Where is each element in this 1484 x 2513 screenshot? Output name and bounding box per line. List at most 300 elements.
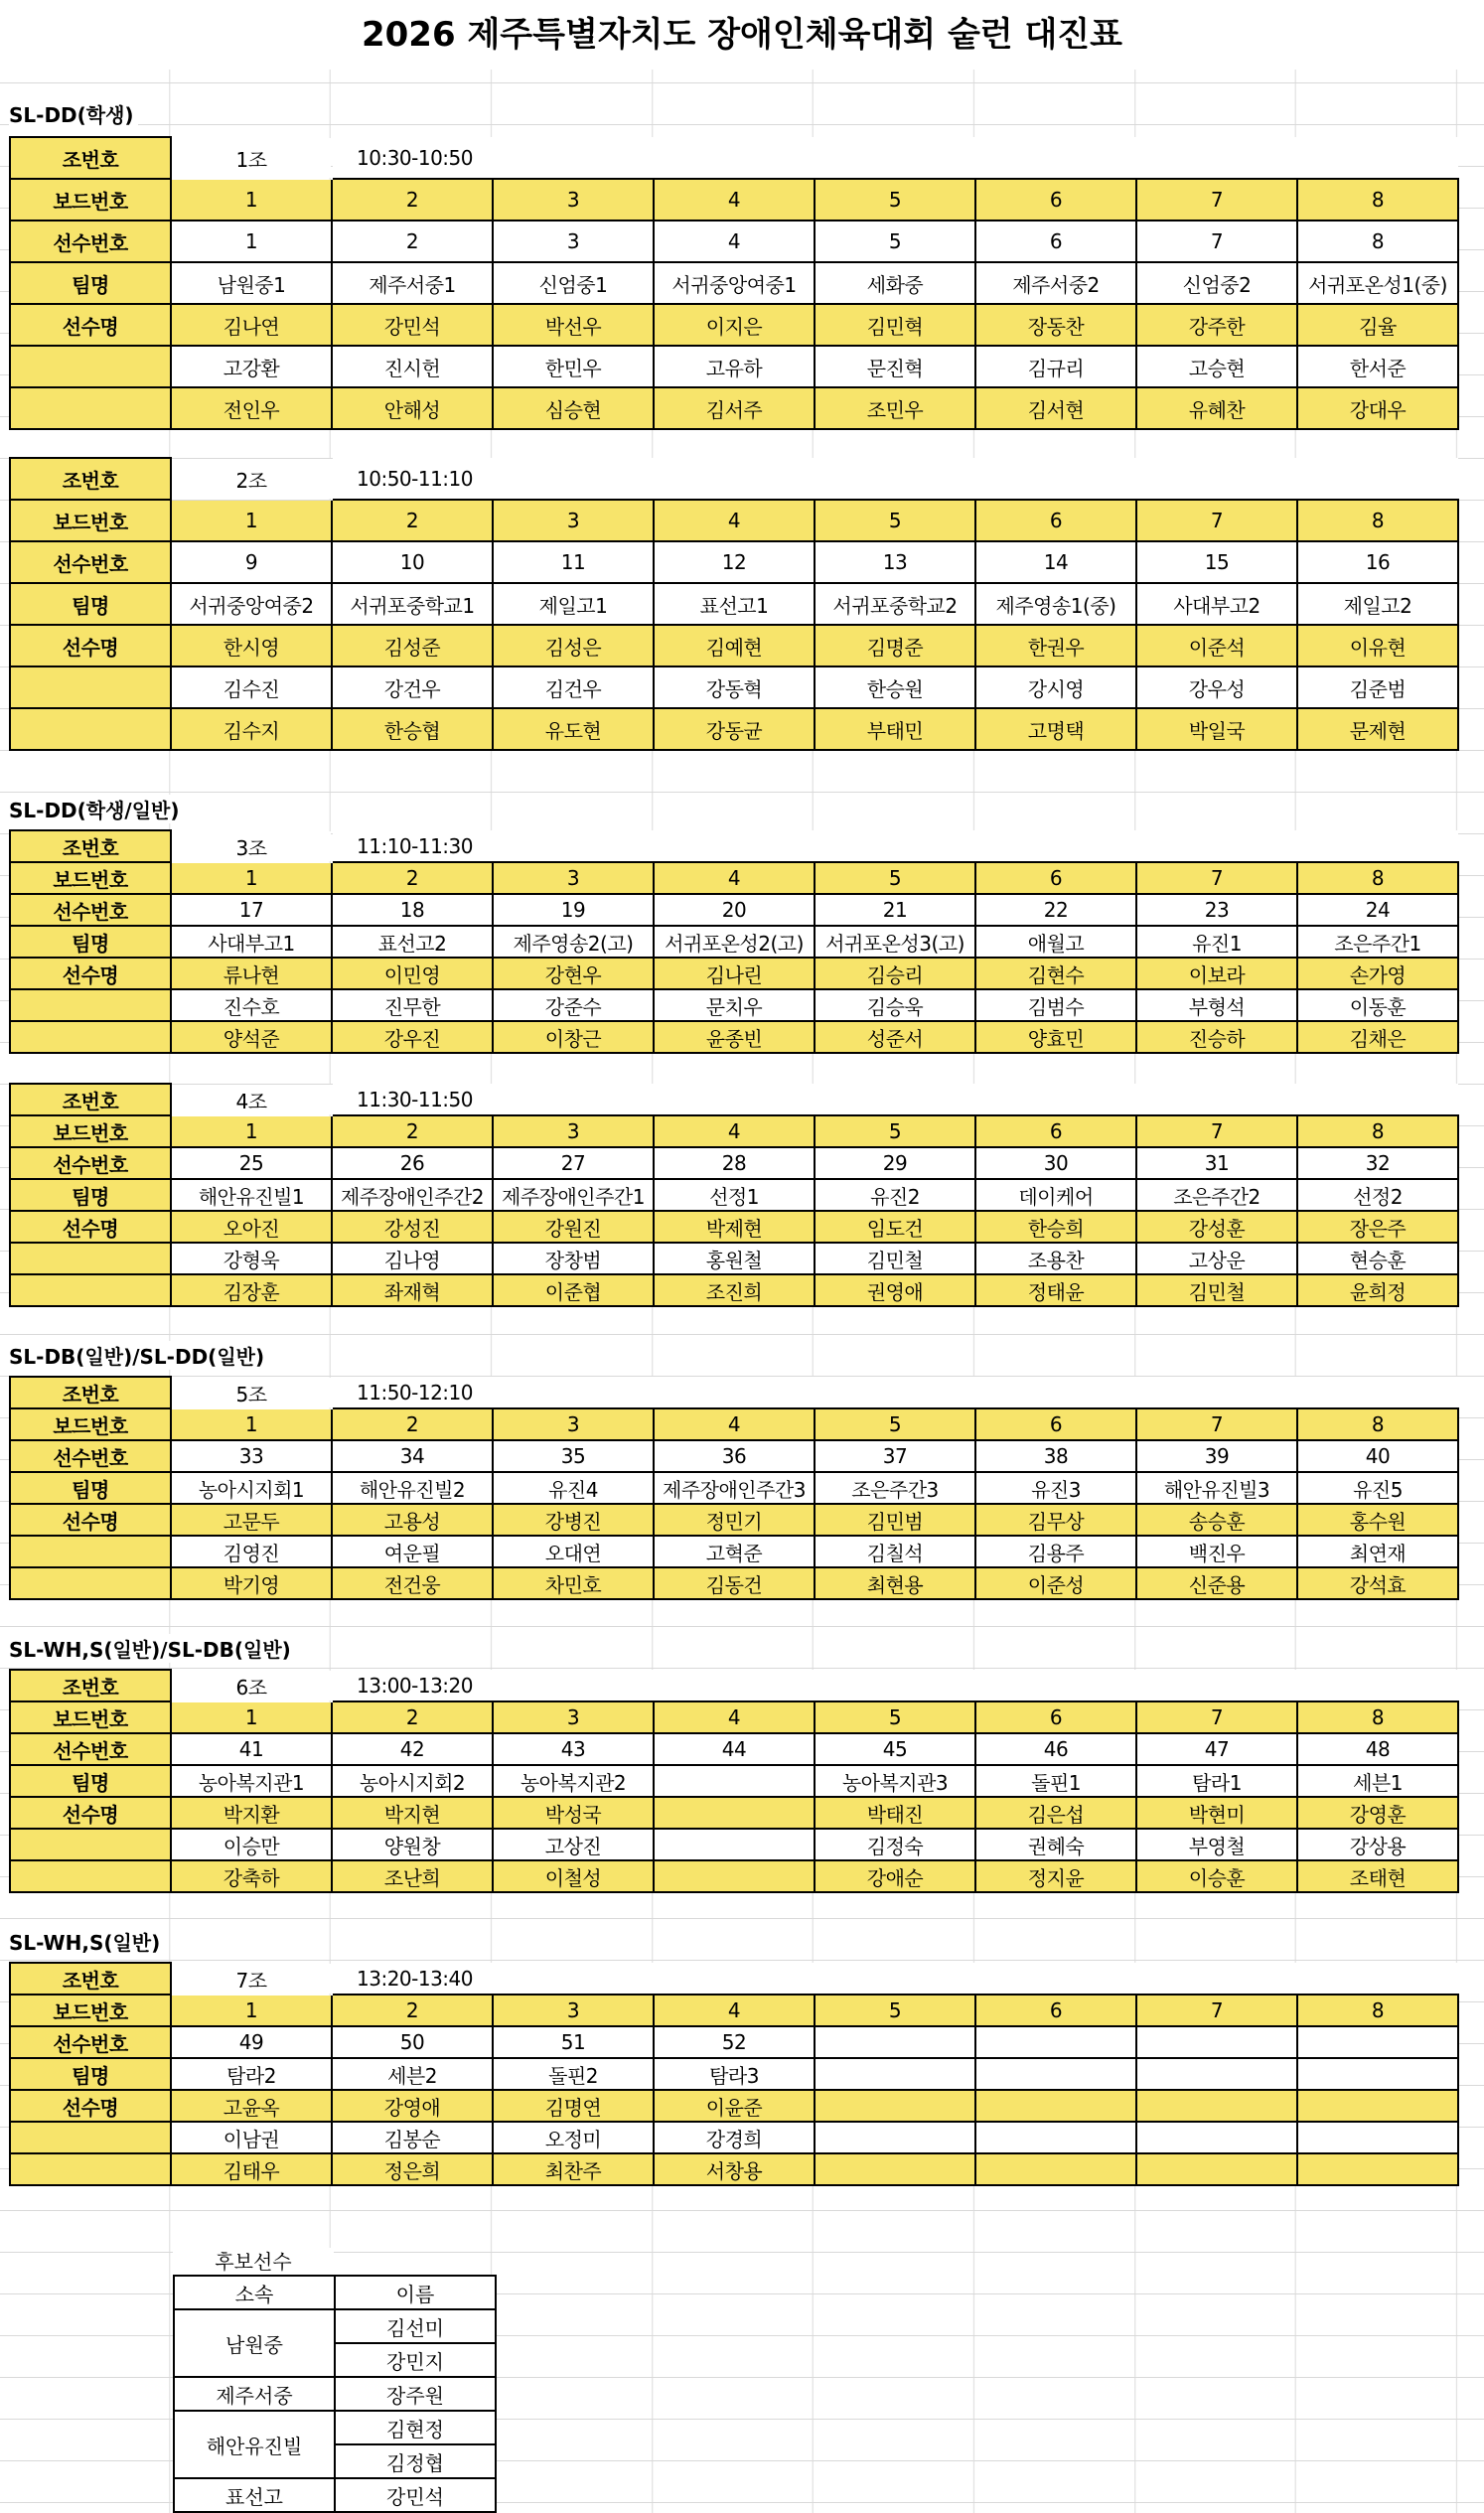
player-name: 고상운 — [1136, 1243, 1297, 1274]
substitute-name: 김선미 — [335, 2309, 496, 2343]
board-number: 1 — [171, 862, 332, 894]
table-row — [10, 926, 1458, 958]
player-name: 한민우 — [493, 346, 654, 387]
team-label: 팀명 — [10, 1765, 171, 1797]
player-number: 36 — [654, 1440, 815, 1472]
player-name: 장동찬 — [975, 304, 1136, 346]
board-number: 5 — [815, 1115, 975, 1147]
board-number: 6 — [975, 179, 1136, 221]
player-name: 강동균 — [654, 708, 815, 750]
table-row — [10, 500, 1458, 541]
player-name: 박제현 — [654, 1211, 815, 1243]
player-name: 강애순 — [815, 1860, 975, 1892]
team-name: 세븐1 — [1297, 1765, 1458, 1797]
player-number: 49 — [171, 2026, 332, 2058]
player-name: 윤종빈 — [654, 1021, 815, 1053]
board-number: 7 — [1136, 179, 1297, 221]
group-table — [9, 829, 1459, 1054]
player-number: 23 — [1136, 894, 1297, 926]
section-label: SL-DD(학생/일반) — [9, 795, 184, 823]
group-label: 조번호 — [10, 458, 171, 500]
player-name: 강민석 — [332, 304, 493, 346]
board-number: 1 — [171, 1115, 332, 1147]
player-name: 김나린 — [654, 958, 815, 989]
board-number: 5 — [815, 862, 975, 894]
player-name: 조민우 — [815, 387, 975, 429]
board-number: 7 — [1136, 1995, 1297, 2026]
table-row — [10, 708, 1458, 750]
player-number: 45 — [815, 1733, 975, 1765]
player-name: 조진희 — [654, 1274, 815, 1306]
player-name: 김봉순 — [332, 2122, 493, 2153]
group-label: 조번호 — [10, 1377, 171, 1408]
player-number-label: 선수번호 — [10, 1440, 171, 1472]
player-number: 9 — [171, 541, 332, 583]
group-table — [9, 136, 1459, 430]
team-name — [1136, 2058, 1297, 2090]
table-row — [10, 989, 1458, 1021]
board-number: 5 — [815, 179, 975, 221]
player-name: 최찬주 — [493, 2153, 654, 2185]
substitute-org: 표선고 — [174, 2478, 335, 2512]
player-name: 김예현 — [654, 625, 815, 666]
group-number: 3조 — [171, 830, 332, 862]
team-name: 제주장애인주간1 — [493, 1179, 654, 1211]
player-number: 33 — [171, 1440, 332, 1472]
team-name: 유진4 — [493, 1472, 654, 1504]
player-number: 28 — [654, 1147, 815, 1179]
table-row — [10, 2026, 1458, 2058]
player-name: 김승리 — [815, 958, 975, 989]
board-number: 7 — [1136, 862, 1297, 894]
team-name: 돌핀1 — [975, 1765, 1136, 1797]
player-name: 정지윤 — [975, 1860, 1136, 1892]
table-row — [10, 894, 1458, 926]
player-name: 김수지 — [171, 708, 332, 750]
board-label: 보드번호 — [10, 179, 171, 221]
board-label: 보드번호 — [10, 500, 171, 541]
player-name: 이동훈 — [1297, 989, 1458, 1021]
board-number: 8 — [1297, 1701, 1458, 1733]
substitute-name: 김정협 — [335, 2444, 496, 2478]
player-name: 이준석 — [1136, 625, 1297, 666]
player-number: 22 — [975, 894, 1136, 926]
player-number: 41 — [171, 1733, 332, 1765]
player-number: 47 — [1136, 1733, 1297, 1765]
player-name: 강경희 — [654, 2122, 815, 2153]
player-name — [654, 1797, 815, 1829]
player-name: 한승원 — [815, 666, 975, 708]
player-name: 김민철 — [1136, 1274, 1297, 1306]
player-name: 김명연 — [493, 2090, 654, 2122]
group-number: 6조 — [171, 1670, 332, 1701]
player-number: 17 — [171, 894, 332, 926]
player-name: 정민기 — [654, 1504, 815, 1536]
player-number: 40 — [1297, 1440, 1458, 1472]
player-name: 이보라 — [1136, 958, 1297, 989]
board-number: 8 — [1297, 500, 1458, 541]
player-name — [654, 1860, 815, 1892]
player-name: 박지환 — [171, 1797, 332, 1829]
player-name-label: 선수명 — [10, 1504, 171, 1536]
column-header: 이름 — [335, 2276, 496, 2309]
team-name: 해안유진빌2 — [332, 1472, 493, 1504]
group-table — [9, 457, 1459, 751]
player-name: 김나연 — [171, 304, 332, 346]
substitute-name: 강민석 — [335, 2478, 496, 2512]
team-name: 제주영송2(고) — [493, 926, 654, 958]
player-name: 강우성 — [1136, 666, 1297, 708]
table-row — [174, 2411, 496, 2444]
substitute-name: 김현정 — [335, 2411, 496, 2444]
team-name: 탐라2 — [171, 2058, 332, 2090]
team-name — [654, 1765, 815, 1797]
player-name — [1136, 2090, 1297, 2122]
section-label: SL-WH,S(일반)/SL-DB(일반) — [9, 1634, 295, 1663]
table-row — [10, 304, 1458, 346]
board-number: 4 — [654, 500, 815, 541]
player-name: 이민영 — [332, 958, 493, 989]
group-time: 11:10-11:30 — [332, 830, 1458, 862]
player-number: 44 — [654, 1733, 815, 1765]
team-name: 조은주간1 — [1297, 926, 1458, 958]
board-number: 2 — [332, 1408, 493, 1440]
group-time: 13:20-13:40 — [332, 1963, 1458, 1995]
table-row — [10, 1472, 1458, 1504]
table-row — [10, 583, 1458, 625]
team-name: 탐라1 — [1136, 1765, 1297, 1797]
player-name: 김명준 — [815, 625, 975, 666]
board-number: 8 — [1297, 1115, 1458, 1147]
player-name: 한서준 — [1297, 346, 1458, 387]
board-number: 2 — [332, 1995, 493, 2026]
empty-label — [10, 2153, 171, 2185]
player-name: 권혜숙 — [975, 1829, 1136, 1860]
player-name: 안해성 — [332, 387, 493, 429]
table-row — [10, 1211, 1458, 1243]
table-row — [10, 625, 1458, 666]
player-name: 강영훈 — [1297, 1797, 1458, 1829]
player-name: 부태민 — [815, 708, 975, 750]
player-name: 강영애 — [332, 2090, 493, 2122]
player-name: 이철성 — [493, 1860, 654, 1892]
player-name: 문제현 — [1297, 708, 1458, 750]
empty-label — [10, 1021, 171, 1053]
table-row — [10, 1536, 1458, 1567]
player-name: 이지은 — [654, 304, 815, 346]
group-table — [9, 1962, 1459, 2186]
table-row — [174, 2478, 496, 2512]
table-row — [10, 1021, 1458, 1053]
table-row — [10, 346, 1458, 387]
player-name: 송승훈 — [1136, 1504, 1297, 1536]
player-number: 19 — [493, 894, 654, 926]
substitute-name: 강민지 — [335, 2343, 496, 2377]
board-number: 2 — [332, 1701, 493, 1733]
group-label: 조번호 — [10, 137, 171, 179]
player-name: 윤희정 — [1297, 1274, 1458, 1306]
player-name: 부형석 — [1136, 989, 1297, 1021]
group-time: 13:00-13:20 — [332, 1670, 1458, 1701]
board-number: 1 — [171, 500, 332, 541]
team-name: 서귀포온성1(중) — [1297, 262, 1458, 304]
table-row — [10, 1179, 1458, 1211]
group-label: 조번호 — [10, 1670, 171, 1701]
player-name: 양석준 — [171, 1021, 332, 1053]
player-name: 김수진 — [171, 666, 332, 708]
table-row — [10, 1829, 1458, 1860]
player-name: 이윤준 — [654, 2090, 815, 2122]
player-number — [975, 2026, 1136, 2058]
group-number: 5조 — [171, 1377, 332, 1408]
player-number: 48 — [1297, 1733, 1458, 1765]
substitute-org: 제주서중 — [174, 2377, 335, 2411]
team-label: 팀명 — [10, 926, 171, 958]
player-name: 김민철 — [815, 1243, 975, 1274]
board-label: 보드번호 — [10, 862, 171, 894]
player-number: 11 — [493, 541, 654, 583]
player-number: 16 — [1297, 541, 1458, 583]
player-number: 6 — [975, 221, 1136, 262]
section-label: SL-DB(일반)/SL-DD(일반) — [9, 1341, 268, 1370]
player-name: 진승하 — [1136, 1021, 1297, 1053]
player-name: 부영철 — [1136, 1829, 1297, 1860]
team-name: 농아시지회2 — [332, 1765, 493, 1797]
player-name: 권영애 — [815, 1274, 975, 1306]
player-name: 조태현 — [1297, 1860, 1458, 1892]
table-header-row — [174, 2276, 496, 2309]
player-number: 14 — [975, 541, 1136, 583]
player-name: 김준범 — [1297, 666, 1458, 708]
player-name: 김서현 — [975, 387, 1136, 429]
team-name: 서귀포중학교1 — [332, 583, 493, 625]
team-name: 선정2 — [1297, 1179, 1458, 1211]
board-number: 7 — [1136, 500, 1297, 541]
player-number: 50 — [332, 2026, 493, 2058]
player-number: 1 — [171, 221, 332, 262]
table-row — [10, 1243, 1458, 1274]
board-label: 보드번호 — [10, 1115, 171, 1147]
player-number: 27 — [493, 1147, 654, 1179]
player-number: 5 — [815, 221, 975, 262]
team-name: 제주장애인주간3 — [654, 1472, 815, 1504]
player-name: 고윤옥 — [171, 2090, 332, 2122]
board-number: 4 — [654, 862, 815, 894]
player-number: 29 — [815, 1147, 975, 1179]
player-name: 조난희 — [332, 1860, 493, 1892]
table-row — [10, 541, 1458, 583]
player-name: 김성준 — [332, 625, 493, 666]
table-row — [10, 958, 1458, 989]
player-name: 최현용 — [815, 1567, 975, 1599]
player-name — [975, 2122, 1136, 2153]
player-name: 전건웅 — [332, 1567, 493, 1599]
table-row — [10, 830, 1458, 862]
team-name: 세븐2 — [332, 2058, 493, 2090]
player-name — [1297, 2090, 1458, 2122]
player-name: 현승훈 — [1297, 1243, 1458, 1274]
player-name: 전인우 — [171, 387, 332, 429]
player-name-label: 선수명 — [10, 958, 171, 989]
player-number: 13 — [815, 541, 975, 583]
player-name: 오아진 — [171, 1211, 332, 1243]
player-name: 김칠석 — [815, 1536, 975, 1567]
group-label: 조번호 — [10, 830, 171, 862]
player-name: 이유현 — [1297, 625, 1458, 666]
player-number: 26 — [332, 1147, 493, 1179]
team-name: 유진2 — [815, 1179, 975, 1211]
player-number-label: 선수번호 — [10, 1147, 171, 1179]
player-name: 진무한 — [332, 989, 493, 1021]
board-label: 보드번호 — [10, 1701, 171, 1733]
player-name: 여운필 — [332, 1536, 493, 1567]
empty-label — [10, 2122, 171, 2153]
player-name: 조용찬 — [975, 1243, 1136, 1274]
table-row — [10, 1084, 1458, 1115]
player-name: 박태진 — [815, 1797, 975, 1829]
team-name: 해안유진빌1 — [171, 1179, 332, 1211]
player-name: 유도현 — [493, 708, 654, 750]
player-name: 좌재혁 — [332, 1274, 493, 1306]
empty-label — [10, 666, 171, 708]
player-name: 강주한 — [1136, 304, 1297, 346]
substitutes-title: 후보선수 — [173, 2248, 334, 2276]
board-number: 3 — [493, 1701, 654, 1733]
team-name: 표선고1 — [654, 583, 815, 625]
player-number-label: 선수번호 — [10, 221, 171, 262]
player-name: 장은주 — [1297, 1211, 1458, 1243]
player-name: 김태우 — [171, 2153, 332, 2185]
player-name: 박성국 — [493, 1797, 654, 1829]
player-name: 강동혁 — [654, 666, 815, 708]
table-row — [10, 179, 1458, 221]
team-label: 팀명 — [10, 2058, 171, 2090]
player-name: 김용주 — [975, 1536, 1136, 1567]
player-name: 고명택 — [975, 708, 1136, 750]
player-name — [1297, 2153, 1458, 2185]
board-number: 3 — [493, 1115, 654, 1147]
player-name — [975, 2153, 1136, 2185]
player-name: 정은희 — [332, 2153, 493, 2185]
player-number: 18 — [332, 894, 493, 926]
player-number-label: 선수번호 — [10, 2026, 171, 2058]
player-name: 고강환 — [171, 346, 332, 387]
player-name: 진수호 — [171, 989, 332, 1021]
player-number: 51 — [493, 2026, 654, 2058]
player-name: 이창근 — [493, 1021, 654, 1053]
team-name: 제주서중2 — [975, 262, 1136, 304]
table-row — [10, 1860, 1458, 1892]
team-name: 제주서중1 — [332, 262, 493, 304]
player-name: 이준협 — [493, 1274, 654, 1306]
group-time: 10:30-10:50 — [332, 137, 1458, 179]
group-number: 4조 — [171, 1084, 332, 1115]
team-name: 서귀중앙여중1 — [654, 262, 815, 304]
group-table — [9, 1669, 1459, 1893]
player-name: 강우진 — [332, 1021, 493, 1053]
team-name: 사대부고2 — [1136, 583, 1297, 625]
player-name: 박기영 — [171, 1567, 332, 1599]
player-name: 김은섭 — [975, 1797, 1136, 1829]
board-number: 6 — [975, 500, 1136, 541]
team-name — [815, 2058, 975, 2090]
player-name: 최연재 — [1297, 1536, 1458, 1567]
board-number: 5 — [815, 500, 975, 541]
group-time: 11:50-12:10 — [332, 1377, 1458, 1408]
player-name: 한시영 — [171, 625, 332, 666]
board-number: 4 — [654, 1408, 815, 1440]
player-name: 김서주 — [654, 387, 815, 429]
board-number: 1 — [171, 1995, 332, 2026]
table-row — [10, 1440, 1458, 1472]
table-row — [174, 2377, 496, 2411]
board-number: 6 — [975, 1408, 1136, 1440]
board-number: 2 — [332, 179, 493, 221]
player-number: 8 — [1297, 221, 1458, 262]
player-number — [1136, 2026, 1297, 2058]
board-number: 6 — [975, 1115, 1136, 1147]
board-number: 7 — [1136, 1701, 1297, 1733]
player-name: 박현미 — [1136, 1797, 1297, 1829]
player-name: 손가영 — [1297, 958, 1458, 989]
player-name: 한승희 — [975, 1211, 1136, 1243]
substitute-org: 해안유진빌 — [174, 2411, 335, 2478]
table-row — [10, 221, 1458, 262]
group-table — [9, 1376, 1459, 1600]
team-name: 유진3 — [975, 1472, 1136, 1504]
player-name: 오대연 — [493, 1536, 654, 1567]
board-number: 8 — [1297, 1408, 1458, 1440]
board-number: 8 — [1297, 179, 1458, 221]
table-row — [10, 2122, 1458, 2153]
team-name: 표선고2 — [332, 926, 493, 958]
player-name — [654, 1829, 815, 1860]
page-title: 2026 제주특별자치도 장애인체육대회 숱런 대진표 — [0, 0, 1484, 70]
group-time: 10:50-11:10 — [332, 458, 1458, 500]
table-row — [10, 1115, 1458, 1147]
board-number: 5 — [815, 1701, 975, 1733]
player-number: 4 — [654, 221, 815, 262]
player-name — [975, 2090, 1136, 2122]
player-name: 김나영 — [332, 1243, 493, 1274]
player-name: 강축하 — [171, 1860, 332, 1892]
team-label: 팀명 — [10, 583, 171, 625]
table-row — [10, 1797, 1458, 1829]
team-name: 농아복지관2 — [493, 1765, 654, 1797]
player-number: 10 — [332, 541, 493, 583]
board-number: 6 — [975, 862, 1136, 894]
empty-label — [10, 1860, 171, 1892]
table-row — [10, 1765, 1458, 1797]
player-name: 강건우 — [332, 666, 493, 708]
table-row — [10, 262, 1458, 304]
team-name: 탐라3 — [654, 2058, 815, 2090]
team-name: 농아복지관1 — [171, 1765, 332, 1797]
team-name: 신엄중2 — [1136, 262, 1297, 304]
player-name: 문진혁 — [815, 346, 975, 387]
player-name: 김민혁 — [815, 304, 975, 346]
board-number: 2 — [332, 1115, 493, 1147]
empty-label — [10, 1274, 171, 1306]
table-row — [10, 458, 1458, 500]
player-name: 김동건 — [654, 1567, 815, 1599]
player-name: 강형욱 — [171, 1243, 332, 1274]
player-name: 김건우 — [493, 666, 654, 708]
player-name — [815, 2122, 975, 2153]
player-number: 46 — [975, 1733, 1136, 1765]
table-row — [10, 1701, 1458, 1733]
player-name: 류나현 — [171, 958, 332, 989]
